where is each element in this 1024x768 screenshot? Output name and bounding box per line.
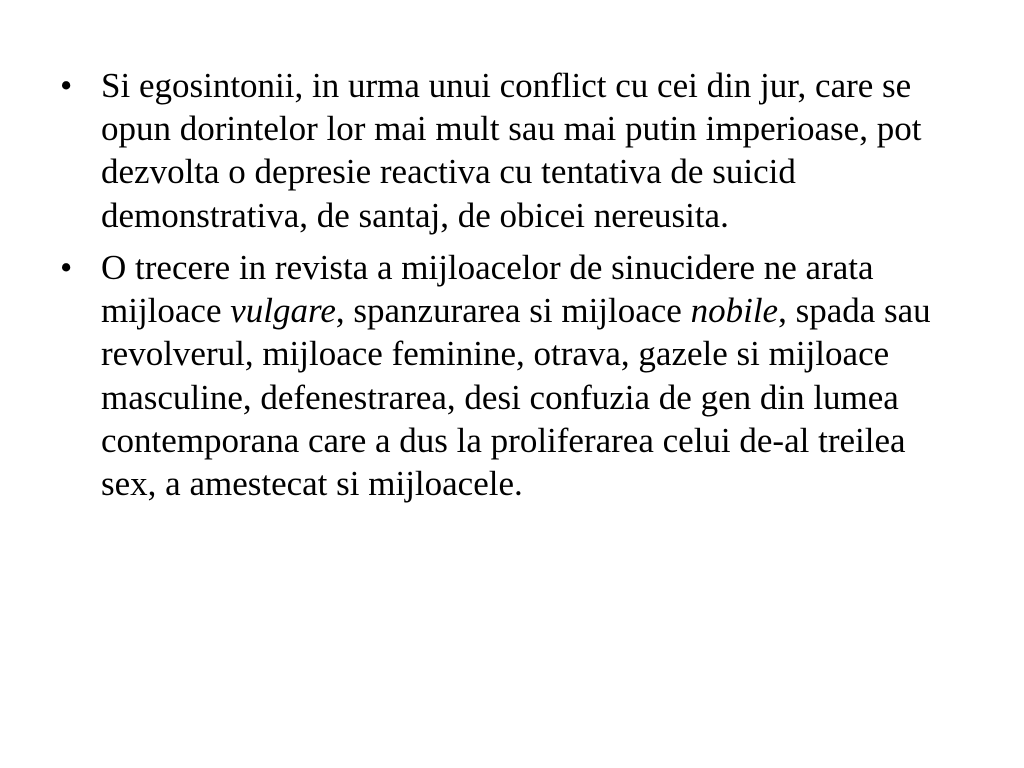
bullet-text-part-1: O trecere in revista a mijloacelor de sinucidere ne arata mijloace (101, 247, 874, 331)
bullet-text: Si egosintonii, in urma unui conflict cu cei din jur, care se opun dorintelor lor mai mult sau mai putin imperioase, pot dezvolta o depresie reactiva cu tentativa de suicid demonstrativa, de santaj, de obicei nereusita. (101, 66, 922, 235)
bullet-text-part-3: , spada sau revolverul, mijloace feminine, otrava, gazele si mijloace masculine, defenestrarea, desi confuzia de gen din lumea contemporana care a dus la proliferarea celui de-al treilea sex, a amestecat si mijloacele. (101, 291, 931, 503)
italic-term-vulgare: vulgare (230, 291, 336, 331)
bullet-text-part-2: , spanzurarea si mijloace (335, 291, 691, 331)
italic-term-nobile: nobile (690, 291, 779, 331)
bullet-list (60, 64, 940, 514)
bullet-item-mijloace (60, 246, 940, 505)
bullet-marker: • (60, 66, 73, 105)
bullet-item-egosintonii (60, 64, 940, 237)
bullet-marker: • (60, 247, 73, 287)
